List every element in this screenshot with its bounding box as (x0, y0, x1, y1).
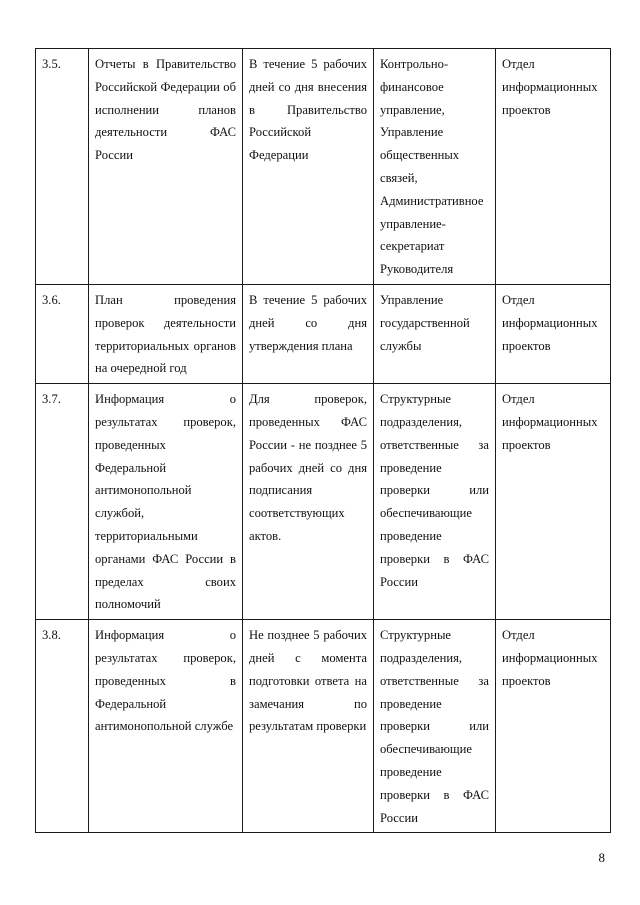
row-responsible: Контрольно-финансовое управление, Управление общественных связей, Административное управление-секретариат Руководителя (374, 49, 496, 285)
row-deadline: В течение 5 рабочих дней со дня утверждения плана (243, 284, 374, 383)
row-number: 3.6. (36, 284, 89, 383)
row-number: 3.5. (36, 49, 89, 285)
row-deadline: В течение 5 рабочих дней со дня внесения в Правительство Российской Федерации (243, 49, 374, 285)
row-deadline: Для проверок, проведенных ФАС России - не позднее 5 рабочих дней со дня подписания соответствующих актов. (243, 384, 374, 620)
page-number: 8 (598, 850, 605, 865)
row-executor: Отдел информационных проектов (496, 284, 611, 383)
row-document-name: План проведения проверок деятельности территориальных органов на очередной год (89, 284, 243, 383)
row-document-name: Информация о результатах проверок, проведенных Федеральной антимонопольной службой, территориальными органами ФАС России в пределах своих полномочий (89, 384, 243, 620)
table-row (36, 384, 611, 620)
table-row (36, 284, 611, 383)
row-executor: Отдел информационных проектов (496, 49, 611, 285)
row-responsible: Структурные подразделения, ответственные за проведение проверки или обеспечивающие проведение проверки в ФАС России (374, 620, 496, 833)
row-responsible: Структурные подразделения, ответственные за проведение проверки или обеспечивающие проведение проверки в ФАС России (374, 384, 496, 620)
row-responsible: Управление государственной службы (374, 284, 496, 383)
table-row (36, 49, 611, 285)
row-deadline: Не позднее 5 рабочих дней с момента подготовки ответа на замечания по результатам проверки (243, 620, 374, 833)
table-row (36, 620, 611, 833)
row-executor: Отдел информационных проектов (496, 620, 611, 833)
row-document-name: Информация о результатах проверок, проведенных в Федеральной антимонопольной службе (89, 620, 243, 833)
document-table (35, 48, 611, 833)
row-document-name: Отчеты в Правительство Российской Федерации об исполнении планов деятельности ФАС России (89, 49, 243, 285)
row-number: 3.7. (36, 384, 89, 620)
row-executor: Отдел информационных проектов (496, 384, 611, 620)
row-number: 3.8. (36, 620, 89, 833)
